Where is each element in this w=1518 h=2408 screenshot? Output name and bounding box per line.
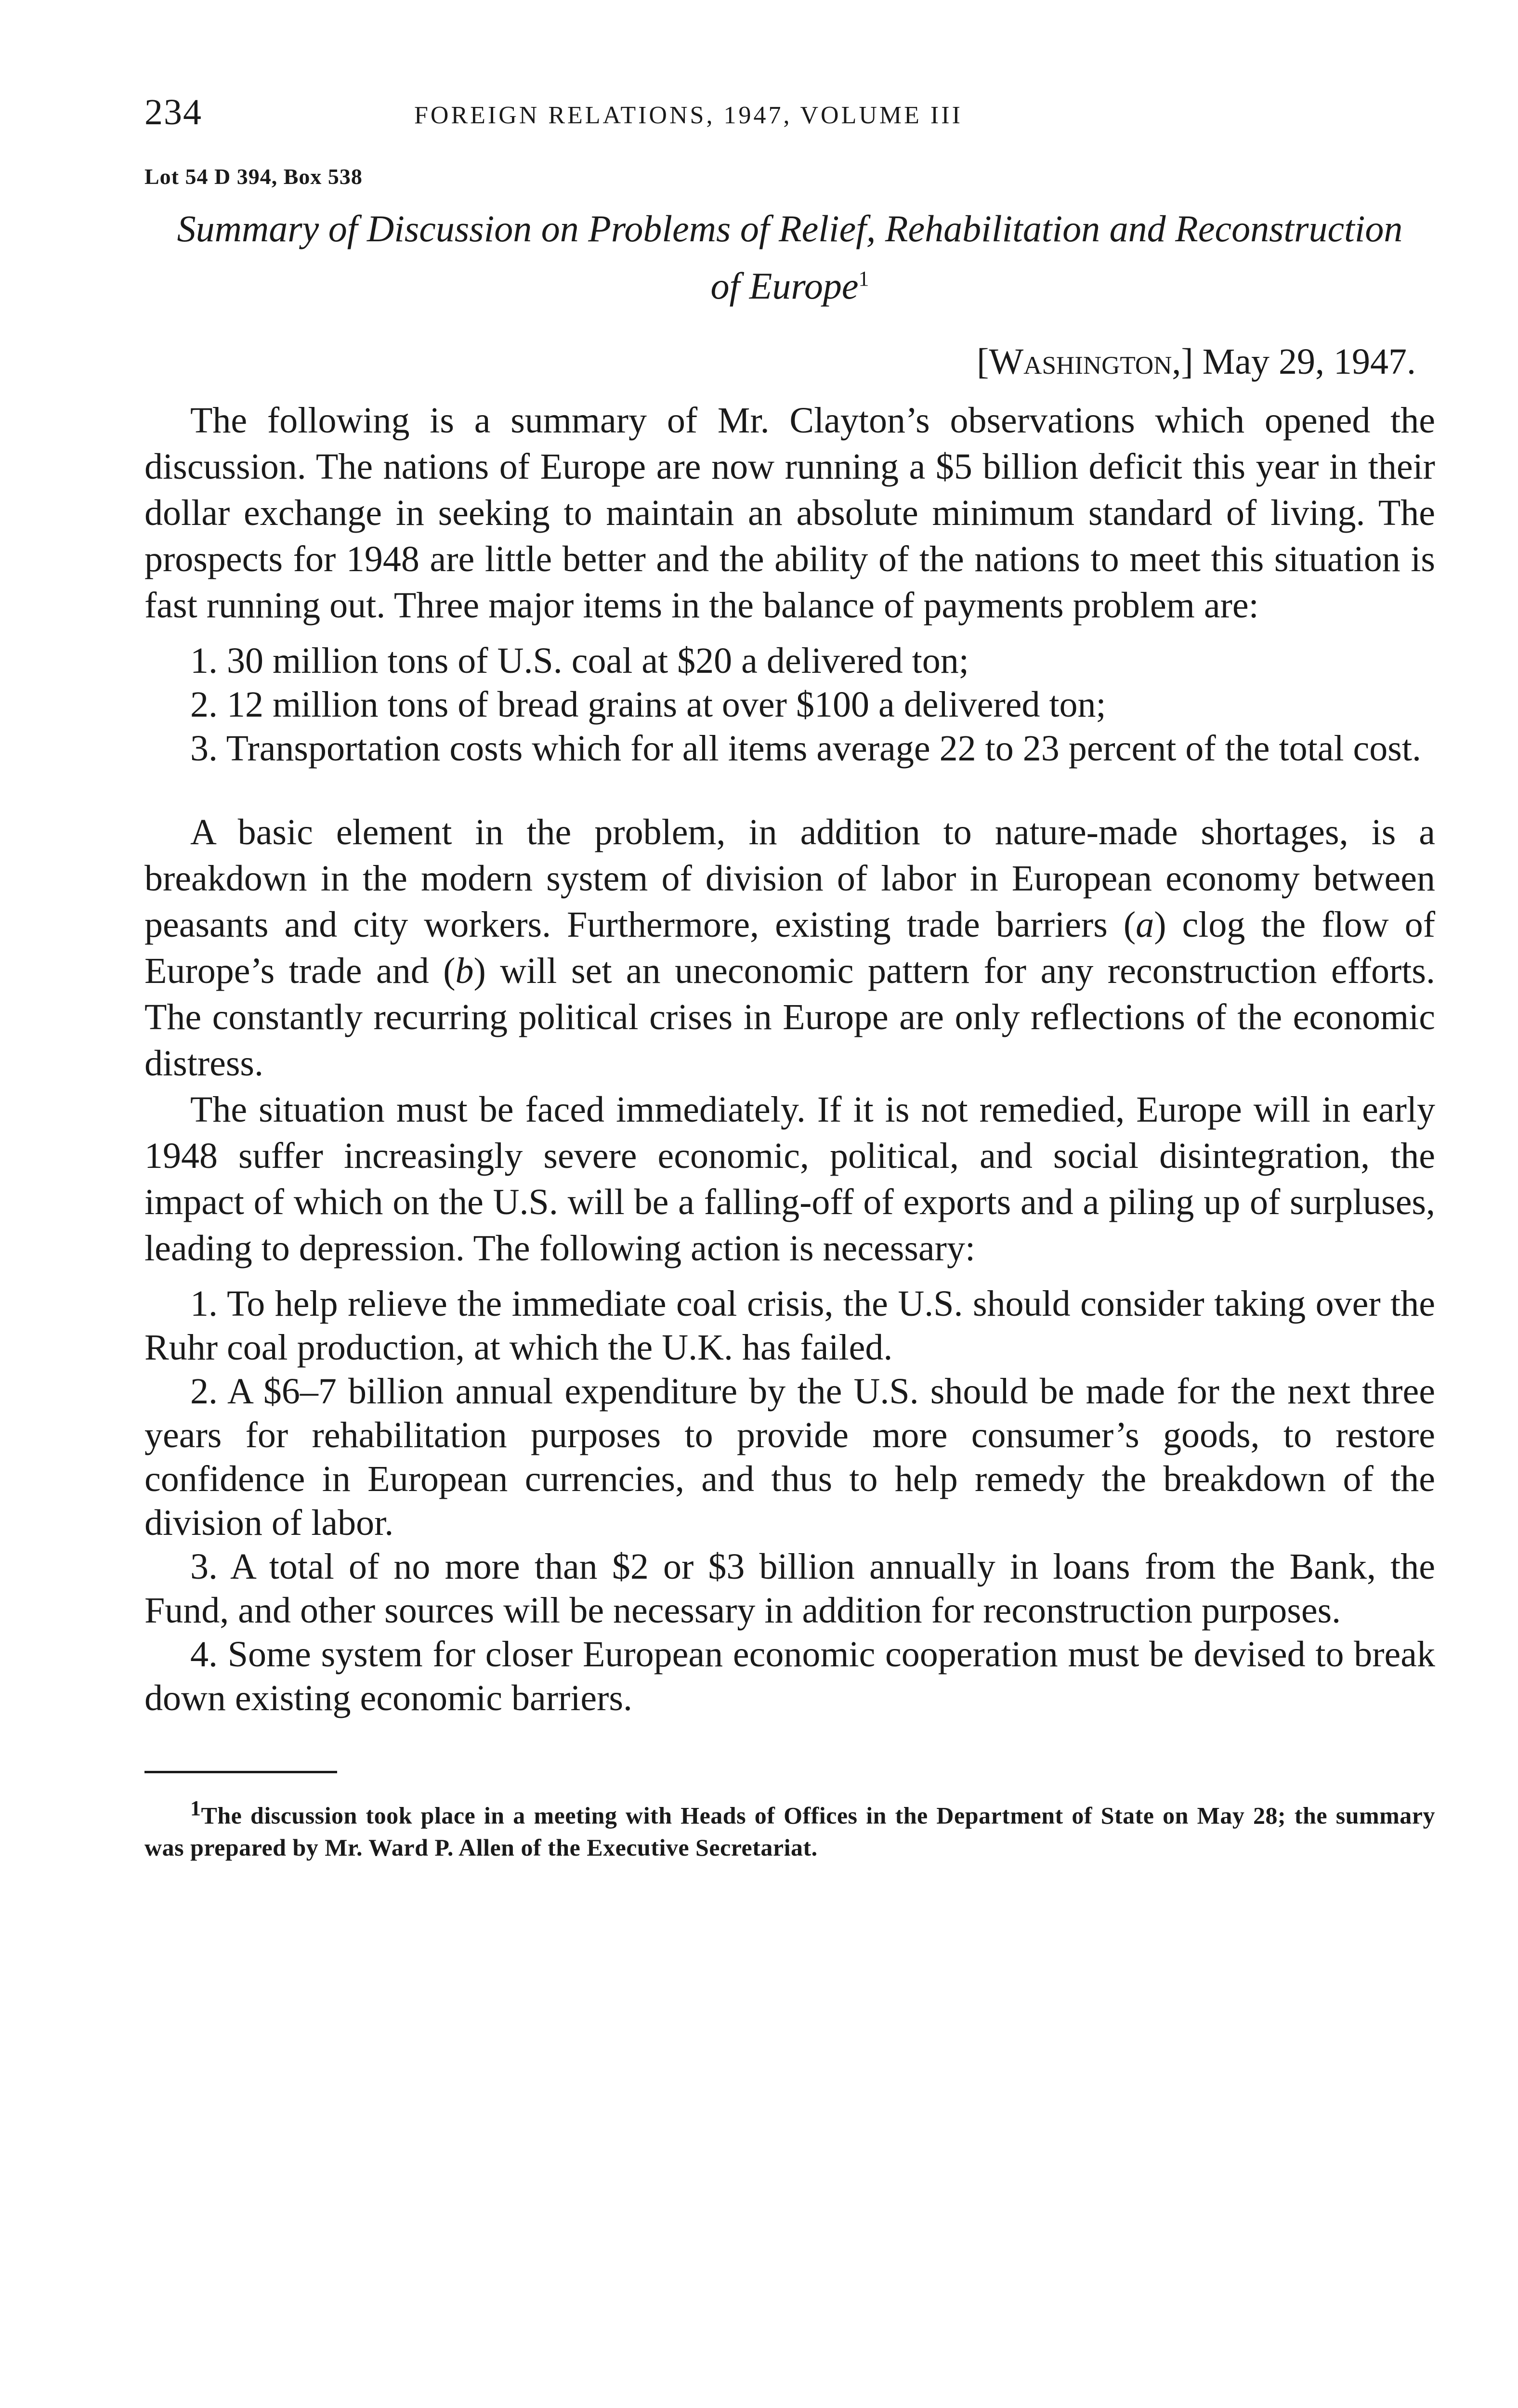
- document-page: [144, 87, 1435, 1863]
- label-a: a: [1136, 904, 1154, 945]
- list-item: 2. 12 million tons of bread grains at over $100 a delivered ton;: [190, 684, 1106, 725]
- paragraph-intro: The following is a summary of Mr. Clayton’s observations which opened the discussion. The nations of Europe are now running a $5 billion deficit this year in their dollar exchange in seeking to maintain an absolute minimum standard of living. The prospects for 1948 are little better and the ability of the nations to meet this situation is fast running out. Three major items in the balance of payments problem are:: [144, 400, 1435, 626]
- document-title-text: Summary of Discussion on Problems of Relief, Rehabilitation and Reconstruction of Europe: [177, 208, 1403, 307]
- balance-of-payments-list: [144, 639, 1435, 771]
- footnote-mark: 1: [190, 1796, 201, 1820]
- action-list: [144, 1282, 1435, 1720]
- dateline-date: May 29, 1947.: [1202, 341, 1416, 382]
- footnote-divider: [144, 1771, 337, 1773]
- running-title: FOREIGN RELATIONS, 1947, VOLUME III: [414, 102, 963, 129]
- list-item: 2. A $6–7 billion annual expenditure by the U.S. should be made for the next three years for rehabilitation purposes to provide more consumer’s goods, to restore confidence in European currencies, and thus to help remedy the breakdown of the division of labor.: [144, 1371, 1435, 1543]
- list-item: 3. Transportation costs which for all items average 22 to 23 percent of the total cost.: [190, 728, 1421, 769]
- paragraph-basic-element: [144, 809, 1435, 1086]
- list-item: 1. To help relieve the immediate coal crisis, the U.S. should consider taking over the Ruhr coal production, at which the U.K. has failed.: [144, 1283, 1435, 1368]
- paragraph-situation: The situation must be faced immediately. If it is not remedied, Europe will in early 1948 suffer increasingly severe economic, political, and social disintegration, the impact of which on the U.S. will be a falling-off of exports and a piling up of surpluses, leading to depression. The following action is necessary:: [144, 1089, 1435, 1269]
- paragraph-gap: [144, 771, 1435, 809]
- list-item: 3. A total of no more than $2 or $3 billion annually in loans from the Bank, the Fund, and other sources will be necessary in addition for reconstruction purposes.: [144, 1546, 1435, 1631]
- label-b: b: [455, 951, 474, 991]
- footnote-text: The discussion took place in a meeting with Heads of Offices in the Department of State on May 28; the summary was prepared by Mr. Ward P. Allen of the Executive Secretariat.: [144, 1802, 1435, 1861]
- text-run: ) clog the flow of Europe’s trade and (: [144, 904, 1436, 991]
- footnote: [144, 1793, 1435, 1863]
- page-number: 234: [144, 92, 202, 132]
- title-footnote-mark: 1: [858, 267, 869, 290]
- dateline: [144, 341, 1435, 383]
- text-run: A basic element in the problem, in addition to nature-made shortages, is a breakdown in the modern system of division of labor in European economy between peasants and city workers. Furthermore, existing trade barriers (: [144, 812, 1435, 945]
- list-item: 4. Some system for closer European economic cooperation must be devised to break down existing economic barriers.: [144, 1634, 1435, 1718]
- dateline-place: [Washington,]: [977, 341, 1193, 382]
- running-head: [144, 87, 1435, 140]
- text-run: ) will set an uneconomic pattern for any reconstruction efforts. The constantly recurring political crises in Europe are only reflections of the economic distress.: [144, 951, 1435, 1084]
- source-reference: Lot 54 D 394, Box 538: [144, 164, 363, 189]
- list-item: 1. 30 million tons of U.S. coal at $20 a delivered ton;: [190, 641, 969, 681]
- document-title: [159, 204, 1421, 311]
